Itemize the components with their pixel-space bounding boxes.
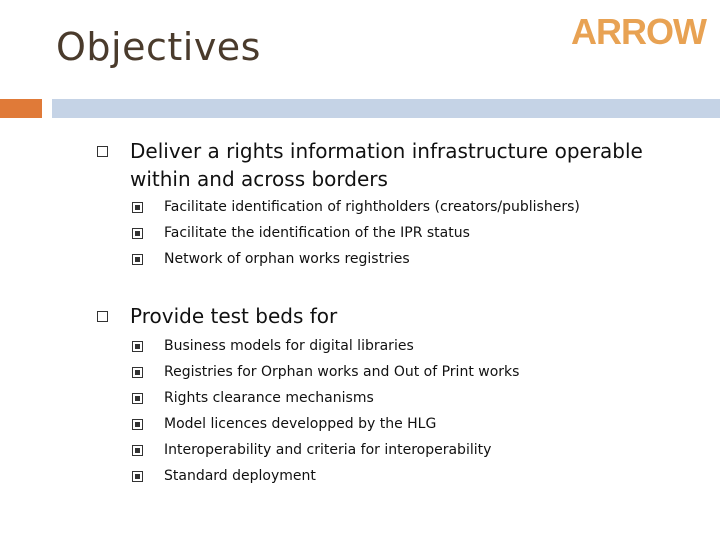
section-2-bullet-box [97,311,108,322]
section-2-item-2: Registries for Orphan works and Out of Print works [164,364,520,380]
bullet-square-icon [132,202,143,213]
accent-bar [0,99,42,118]
section-1-heading: Deliver a rights information infrastructure operable within and across borders [130,139,643,191]
section-2-item-4: Model licences developped by the HLG [164,416,437,432]
section-1-item-3: Network of orphan works registries [164,251,410,267]
section-2-item-5: Interoperability and criteria for interoperability [164,442,492,458]
bullet-square-icon [132,471,143,482]
bullet-square-icon [132,228,143,239]
slide-title: Objectives [56,25,261,69]
bullet-square-icon [132,254,143,265]
section-2-item-1: Business models for digital libraries [164,338,414,354]
section-2-item-6: Standard deployment [164,468,316,484]
section-1-bullet-box [97,146,108,157]
bullet-square-icon [132,367,143,378]
section-2-heading: Provide test beds for [130,304,338,328]
section-1-item-1: Facilitate identification of rightholders (creators/publishers) [164,199,580,215]
bullet-square-icon [132,341,143,352]
bullet-square-icon [132,393,143,404]
header-rule-bar [52,99,720,118]
arrow-logo: ARROW [571,11,706,52]
section-2-item-3: Rights clearance mechanisms [164,390,374,406]
bullet-square-icon [132,419,143,430]
section-1-item-2: Facilitate the identification of the IPR status [164,225,470,241]
bullet-square-icon [132,445,143,456]
